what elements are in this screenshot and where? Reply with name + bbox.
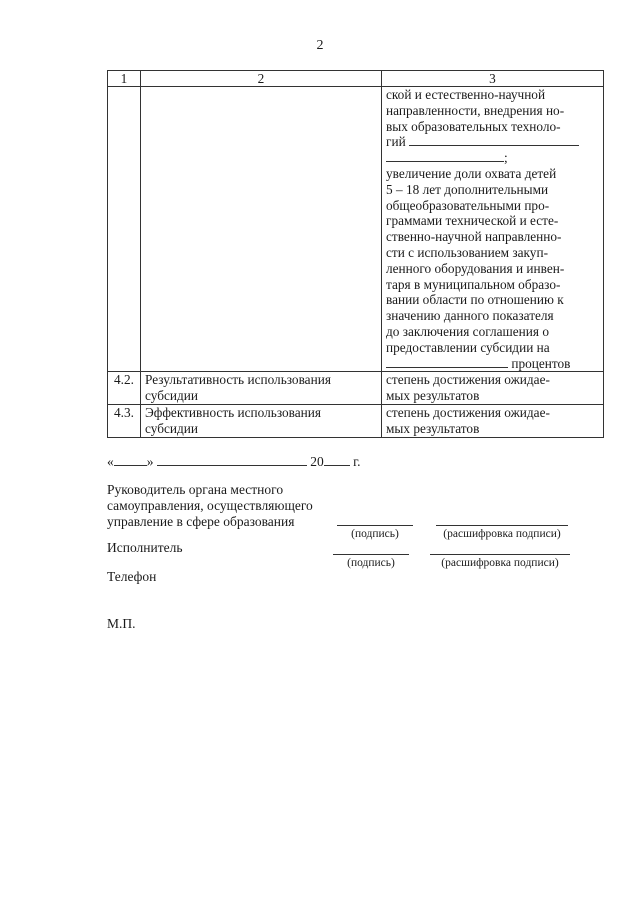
percent-word: процентов xyxy=(511,355,571,371)
column-header-2: 2 xyxy=(141,71,382,87)
table-header-row xyxy=(108,71,604,87)
head-signatory-label: Руководитель органа местного самоуправления, осуществляющего управление в сфере образования xyxy=(107,482,313,529)
text-line: 5 – 18 лет дополнительными xyxy=(386,181,549,197)
date-line: « » 20 г. xyxy=(107,454,361,469)
blank-field xyxy=(386,151,504,162)
signature-caption: (подпись) xyxy=(351,528,399,540)
head-signature-field xyxy=(337,525,413,540)
row-name: Результативность использования субсидии xyxy=(141,372,382,405)
text-line: предоставлении субсидии на xyxy=(386,339,550,355)
row-number: 4.2. xyxy=(108,372,141,405)
decode-caption: (расшифровка подписи) xyxy=(441,557,559,569)
text-line: таря в муниципальном образо- xyxy=(386,276,561,292)
text-line: направленности, внедрения но- xyxy=(386,102,565,118)
table-row xyxy=(108,372,604,405)
phone-label: Телефон xyxy=(107,569,157,584)
table-row-continuation xyxy=(108,87,604,372)
stamp-label: М.П. xyxy=(107,616,136,631)
table-row xyxy=(108,404,604,437)
indicators-table xyxy=(107,70,604,438)
text-line: общеобразовательными про- xyxy=(386,197,550,213)
blank-field xyxy=(386,357,508,368)
column-header-3: 3 xyxy=(382,71,604,87)
signature-caption: (подпись) xyxy=(347,557,395,569)
text-line: значению данного показателя xyxy=(386,308,554,324)
text-line: граммами технической и есте- xyxy=(386,213,559,229)
executor-signature-field xyxy=(333,554,409,569)
text-line: сти с использованием закуп- xyxy=(386,244,549,260)
text-line: вых образовательных техноло- xyxy=(386,118,561,134)
executor-decode-field xyxy=(430,554,570,569)
text-line: вании области по отношению к xyxy=(386,292,564,308)
row-number: 4.3. xyxy=(108,404,141,437)
text-line: до заключения соглашения о xyxy=(386,323,550,339)
text-line: увеличение доли охвата детей xyxy=(386,165,557,181)
page-number: 2 xyxy=(316,38,324,53)
row-name: Эффективность использования субсидии xyxy=(141,404,382,437)
text-line: ственно-научной направленно- xyxy=(386,229,562,245)
day-field xyxy=(114,455,147,466)
blank-field xyxy=(409,135,579,146)
cell-num-empty xyxy=(108,87,141,372)
column-header-1: 1 xyxy=(108,71,141,87)
head-decode-field xyxy=(436,525,568,540)
text-line: гий xyxy=(386,134,406,150)
row-value: степень достижения ожидае- мых результатов xyxy=(382,372,604,405)
cell-indicator-continuation xyxy=(382,87,604,372)
year-field xyxy=(324,455,350,466)
row-value: степень достижения ожидае- мых результатов xyxy=(382,404,604,437)
text-line: ской и естественно-научной xyxy=(386,87,546,102)
text-line: ленного оборудования и инвен- xyxy=(386,260,565,276)
semicolon: ; xyxy=(504,150,508,166)
cell-name-empty xyxy=(141,87,382,372)
decode-caption: (расшифровка подписи) xyxy=(443,528,561,540)
month-field xyxy=(157,455,307,466)
executor-label: Исполнитель xyxy=(107,540,183,555)
